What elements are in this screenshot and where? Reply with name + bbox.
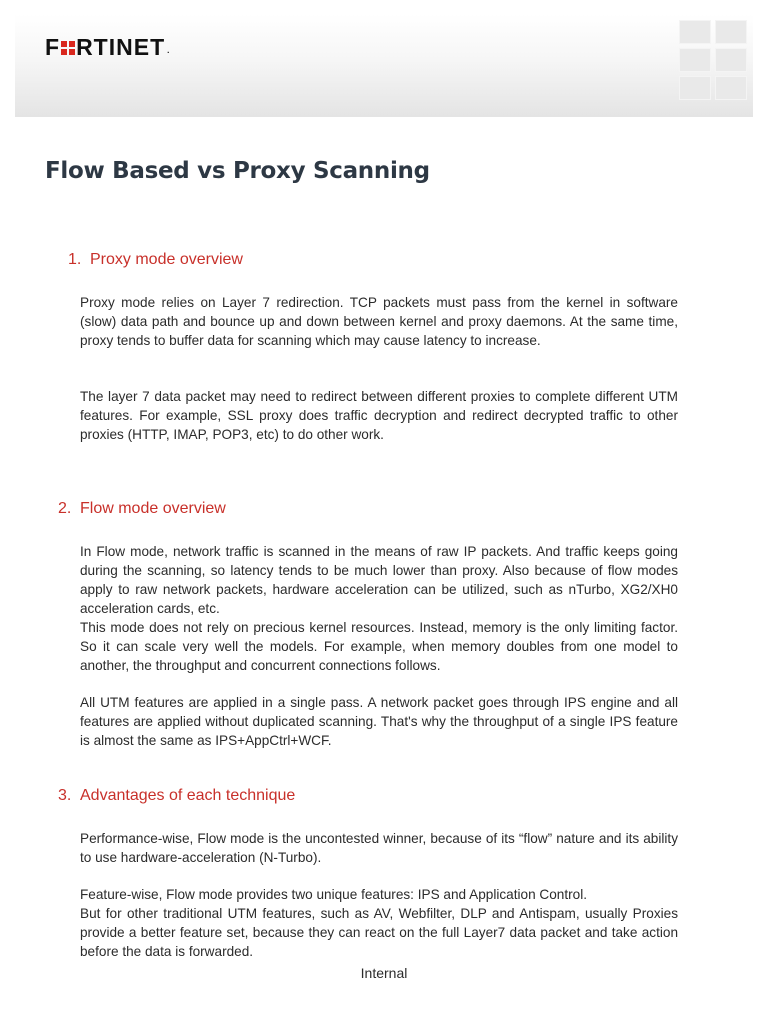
- paragraph: The layer 7 data packet may need to redirect between different proxies to complete different UTM features. For example, SSL proxy does traffic decryption and redirect decrypted traffic to other proxies (HTTP, IMAP, POP3, etc) to do other work.: [80, 389, 678, 442]
- section-heading-advantages: [58, 787, 295, 805]
- header-decoration-square: [715, 20, 747, 44]
- paragraph: All UTM features are applied in a single pass. A network packet goes through IPS engine and all features are applied without duplicated scanning. That's why the throughput of a single IPS feature is almost the same as IPS+AppCtrl+WCF.: [80, 695, 678, 748]
- fortinet-logo: [45, 34, 170, 61]
- header-decoration-square: [715, 48, 747, 72]
- section-number: 3.: [58, 787, 72, 804]
- header-decoration-square: [679, 20, 711, 44]
- logo-grid-icon: [61, 41, 75, 55]
- logo-letters-rtinet: RTINET: [76, 34, 166, 60]
- section-title: Proxy mode overview: [90, 251, 243, 268]
- section-number: 2.: [58, 500, 72, 517]
- paragraph: But for other traditional UTM features, such as AV, Webfilter, DLP and Antispam, usually Proxies provide a better feature set, because they can react on the full Layer7 data packet and take action before the data is forwarded.: [80, 906, 678, 959]
- page-title: Flow Based vs Proxy Scanning: [45, 158, 430, 184]
- paragraph: Proxy mode relies on Layer 7 redirection. TCP packets must pass from the kernel in software (slow) data path and bounce up and down between kernel and proxy daemons. At the same time, proxy tends to buffer data for scanning which may cause latency to increase.: [80, 295, 678, 348]
- paragraph: In Flow mode, network traffic is scanned in the means of raw IP packets. And traffic keeps going during the scanning, so latency tends to be much lower than proxy. Also because of flow modes apply to raw network packets, hardware acceleration can be utilized, such as nTurbo, XG2/XH0 acceleration cards, etc.: [80, 544, 678, 616]
- paragraph: This mode does not rely on precious kernel resources. Instead, memory is the only limiting factor. So it can scale very well the models. For example, when memory doubles from one model to another, the throughput and concurrent connections follows.: [80, 620, 678, 673]
- header-decoration-square: [679, 48, 711, 72]
- footer-classification: Internal: [360, 965, 408, 981]
- header-decoration-square: [715, 76, 747, 100]
- section-number: 1.: [68, 251, 82, 268]
- paragraph: Performance-wise, Flow mode is the uncontested winner, because of its “flow” nature and its ability to use hardware-acceleration (N-Turbo).: [80, 831, 678, 865]
- paragraph: Feature-wise, Flow mode provides two unique features: IPS and Application Control.: [80, 887, 588, 902]
- logo-letters-f: F: [45, 34, 61, 60]
- section-title: Flow mode overview: [80, 500, 226, 517]
- section-title: Advantages of each technique: [80, 787, 296, 804]
- section-heading-proxy-mode: [68, 251, 243, 269]
- section-heading-flow-mode: [58, 500, 226, 518]
- header-decoration-square: [679, 76, 711, 100]
- page-header: [15, 14, 753, 117]
- logo-registered-mark: .: [167, 46, 171, 55]
